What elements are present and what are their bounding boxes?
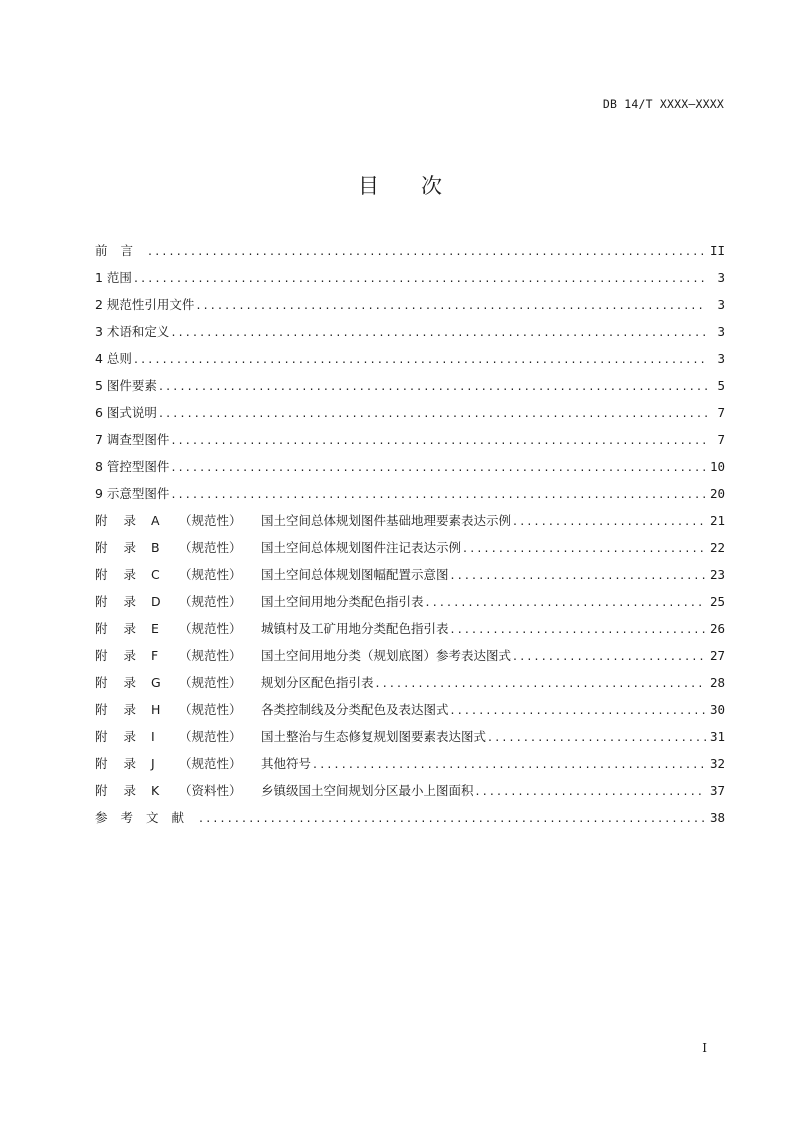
appendix-title: 国土空间总体规划图件注记表达示例 [261,540,462,555]
toc-entry-page: 38 [709,810,725,825]
appendix-title: 各类控制线及分类配色及表达图式 [261,702,449,717]
toc-entry-label [95,673,374,693]
toc-appendix-i[interactable] [95,727,725,754]
toc-entry-scope[interactable] [95,268,725,295]
dot-leader [134,349,707,369]
dot-leader [376,673,706,693]
appendix-type: （资料性） [179,783,242,798]
toc-appendix-f[interactable] [95,646,725,673]
toc-entry-label [95,565,449,585]
dot-leader [171,322,707,342]
appendix-letter: A [151,513,160,528]
appendix-word: 附录 [95,783,153,798]
appendix-title: 乡镇级国土空间规划分区最小上图面积 [261,783,474,798]
dot-leader [171,457,706,477]
appendix-type: （规范性） [179,567,242,582]
toc-entry-page: 26 [709,621,725,636]
appendix-letter: D [151,594,161,609]
toc-entry-page: 37 [709,783,725,798]
toc-appendix-g[interactable] [95,673,725,700]
appendix-type: （规范性） [179,594,242,609]
dot-leader [451,700,706,720]
toc-entry-label [95,727,486,747]
dot-leader [171,484,706,504]
appendix-word: 附录 [95,729,153,744]
toc-entry-page: 3 [717,297,725,312]
toc-entry-control-maps[interactable] [95,457,725,484]
appendix-letter: H [151,702,161,717]
dot-leader [199,808,706,828]
appendix-word: 附录 [95,513,153,528]
page-number: I [702,1041,707,1055]
toc-entry-survey-maps[interactable] [95,430,725,457]
dot-leader [313,754,706,774]
toc-appendix-a[interactable] [95,511,725,538]
appendix-letter: G [151,675,161,690]
appendix-type: （规范性） [179,675,242,690]
toc-appendix-h[interactable] [95,700,725,727]
appendix-title: 国土整治与生态修复规划图要素表达图式 [261,729,487,744]
appendix-word: 附录 [95,756,153,771]
appendix-letter: K [151,783,160,798]
toc-entry-terms[interactable] [95,322,725,349]
appendix-word: 附录 [95,540,153,555]
appendix-word: 附录 [95,567,153,582]
toc-appendix-j[interactable] [95,754,725,781]
appendix-type: （规范性） [179,729,242,744]
appendix-word: 附录 [95,621,153,636]
toc-entry-schematic-maps[interactable] [95,484,725,511]
toc-entry-page: 5 [717,378,725,393]
dot-leader [488,727,706,747]
toc-entry-page: 7 [717,432,725,447]
appendix-type: （规范性） [179,756,242,771]
page-title: 目次 [358,174,484,198]
dot-leader [134,268,707,288]
toc-entry-foreword[interactable] [95,241,725,268]
toc-entry-label: 5 图件要素 [95,378,157,393]
dot-leader [451,565,706,585]
toc-entry-page: 10 [709,459,725,474]
appendix-title: 城镇村及工矿用地分类配色指引表 [261,621,449,636]
toc-entry-label [95,619,449,639]
appendix-type: （规范性） [179,621,242,636]
toc-entry-page: 25 [709,594,725,609]
toc-entry-page: 30 [709,702,725,717]
dot-leader [196,295,707,315]
appendix-word: 附录 [95,648,153,663]
dot-leader [159,376,707,396]
toc-entry-label: 2 规范性引用文件 [95,297,195,312]
dot-leader [513,646,706,666]
dot-leader [476,781,706,801]
toc-entry-page: 3 [717,351,725,366]
toc-entry-page: 3 [717,270,725,285]
toc-entry-page: 22 [709,540,725,555]
toc-entry-label [95,511,511,531]
appendix-title: 其他符号 [261,756,312,771]
appendix-title: 国土空间总体规划图件基础地理要素表达示例 [261,513,512,528]
dot-leader [148,241,706,261]
toc-entry-page: 23 [709,567,725,582]
dot-leader [171,430,707,450]
toc-entry-label: 3 术语和定义 [95,324,170,339]
appendix-title: 国土空间用地分类（规划底图）参考表达图式 [261,648,512,663]
appendix-letter: B [151,540,160,555]
toc-entry-symbol-notes[interactable] [95,403,725,430]
toc-entry-page: 7 [717,405,725,420]
toc-entry-label [95,700,449,720]
toc-entry-label: 7 调查型图件 [95,432,170,447]
toc-entry-label: 4 总则 [95,351,132,366]
toc-entry-label [95,781,474,801]
toc-entry-label: 1 范围 [95,270,132,285]
dot-leader [463,538,706,558]
toc-entry-page: II [709,243,725,258]
toc-entry-normative-references[interactable] [95,295,725,322]
toc-entry-label [95,592,424,612]
appendix-letter: C [151,567,160,582]
toc-entry-label: 参考文献 [95,810,198,825]
appendix-title: 规划分区配色指引表 [261,675,374,690]
toc-entry-page: 3 [717,324,725,339]
toc-entry-page: 32 [709,756,725,771]
toc-entry-page: 21 [709,513,725,528]
toc-entry-label [95,754,311,774]
table-of-contents [95,241,725,835]
appendix-letter: F [151,648,159,663]
appendix-type: （规范性） [179,513,242,528]
document-code: DB 14/T XXXX—XXXX [602,97,724,111]
toc-appendix-d[interactable] [95,592,725,619]
toc-entry-label [95,538,461,558]
toc-appendix-c[interactable] [95,565,725,592]
appendix-letter: E [151,621,159,636]
appendix-type: （规范性） [179,540,242,555]
dot-leader [426,592,706,612]
toc-entry-general[interactable] [95,349,725,376]
dot-leader [513,511,706,531]
toc-entry-label: 前言 [95,243,147,258]
toc-entry-page: 27 [709,648,725,663]
appendix-type: （规范性） [179,702,242,717]
toc-appendix-b[interactable] [95,538,725,565]
dot-leader [159,403,707,423]
appendix-letter: I [151,729,155,744]
appendix-word: 附录 [95,702,153,717]
appendix-letter: J [151,756,155,771]
toc-entry-page: 20 [709,486,725,501]
toc-entry-label: 9 示意型图件 [95,486,170,501]
appendix-type: （规范性） [179,648,242,663]
toc-entry-label: 6 图式说明 [95,405,157,420]
toc-entry-references[interactable] [95,808,725,835]
appendix-word: 附录 [95,675,153,690]
toc-entry-page: 28 [709,675,725,690]
toc-entry-page: 31 [709,729,725,744]
toc-entry-map-elements[interactable] [95,376,725,403]
toc-appendix-k[interactable] [95,781,725,808]
toc-appendix-e[interactable] [95,619,725,646]
appendix-word: 附录 [95,594,153,609]
appendix-title: 国土空间用地分类配色指引表 [261,594,424,609]
appendix-title: 国土空间总体规划图幅配置示意图 [261,567,449,582]
toc-entry-label [95,646,511,666]
dot-leader [451,619,706,639]
toc-entry-label: 8 管控型图件 [95,459,170,474]
